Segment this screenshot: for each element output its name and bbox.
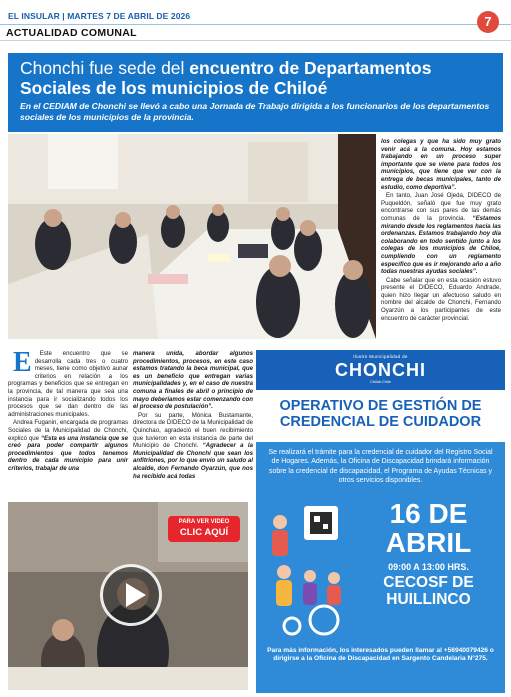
ad-header [256, 350, 505, 390]
ad-date-month: ABRIL [385, 527, 472, 558]
page-number-badge: 7 [477, 11, 499, 33]
ad-date-day: 16 DE [389, 498, 468, 529]
lede: En el CEDIAM de Chonchi se llevó a cabo una Jornada de Trabajo dirigida a los funcionarios de los departamentos sociales de los municipios de la provincia. [20, 101, 490, 122]
ad-event-details [356, 499, 501, 608]
divider [0, 24, 511, 25]
masthead [0, 0, 511, 42]
caregivers-illustration [264, 502, 356, 642]
article-paragraph: Cabe señalar que en esta ocasión estuvo presente el DIDECO, Eduardo Andrade, quien hizo llegar un afectuoso saludo en nombre del alcalde de Chonchi, Fernando Oyarzún a los participantes de este encuentro de carácter provincial. [381, 276, 501, 322]
article-column-right [381, 138, 501, 323]
ad-municipality-label: Ilustre Municipalidad de [353, 354, 408, 359]
ad-info-panel [256, 442, 505, 693]
article-column-b [133, 350, 253, 481]
section-label: ACTUALIDAD COMUNAL [6, 27, 137, 39]
ad-location: CECOSF DE HUILLINCO [383, 574, 474, 608]
ad-title: OPERATIVO DE GESTIÓN DE CREDENCIAL DE CUIDADOR [279, 398, 482, 430]
article-paragraph: los colegas y que ha sido muy grato venir acá a la comuna. Hoy estamos trabajando en un proceso super importante que se viene para todos los municipios, que tiene que ver con la entrega de becas municipales, tanto de estudio, como deportiva”. [381, 138, 501, 191]
watch-video-button[interactable]: PARA VER VIDEO CLIC AQUÍ [168, 516, 240, 542]
divider [0, 40, 511, 41]
article-paragraph: En tanto, Juan José Ojeda, DIDECO de Puqueldón, señaló que fue muy grato encontrarse con sus pares de las demás comunas de la provincia. “Estamos mirando desde los reglamentos hacia las ordenanzas. Estamos trabajando hoy día colaborando en todo sentido junto a los colegas de los municipios de Chiloé, cumpliendo con un reglamento específico que es ir mejorando año a año todas nuestras ayudas sociales”. [381, 192, 501, 276]
ad-logo-subtitle: Chiloé-Chile [370, 380, 391, 384]
headline-band [8, 53, 503, 132]
article-paragraph: Andrea Fuganin, encargada de programas Sociales de la Municipalidad de Chonchi, explicó que “Esta es una instancia que se creó para poder compartir algunos procedimientos que todos tenemos dentro de cada municipio para unir criterios, trabajar de una [8, 419, 128, 472]
chonchi-logo: CHONCHI [335, 360, 426, 380]
article-paragraph: manera unida, abordar algunos procedimientos, procesos, en este caso estamos tratando la beca municipal, que es un beneficio que entregan varias municipalidades y, en el caso de nuestra comuna a finales de abril o principio de mayo deberíamos estar comenzando con el proceso de postulación”. [133, 350, 253, 411]
dateline: EL INSULAR | MARTES 7 DE ABRIL DE 2026 [8, 11, 191, 21]
article-paragraph: Por su parte, Mónica Bustamante, directora de DIDECO de la Municipalidad de Quinchao, agradeció el buen recibimiento que tuvieron en esta instancia de parte del Municipio de Chonchi. “Agradecer a la Municipalidad de Chonchi que sean los anfitriones, por lo que envío un saludo al alcalde, don Fernando Oyarzún, que nos ha recibido acá todas [133, 411, 253, 480]
video-thumbnail[interactable] [8, 502, 248, 690]
article-paragraph: E Este encuentro que se desarrolla cada tres o cuatro meses, tiene como objetivo aunar criterios en relación a los programas y beneficios que se entregan en la provincia, de tal manera que sea una instancia para ir socializando todos los procesos que se dan dentro de las administraciones municipales. [8, 347, 128, 418]
ad-description: Se realizará el trámite para la credencial de cuidador del Registro Social de Hogares. Además, la Oficina de Discapacidad brindará información sobre la credencial de discapacidad, el Programa de Ayudas Técnicas y otros servicios disponibles. [268, 449, 493, 485]
ad-hours: 09:00 A 13:00 HRS. [388, 562, 469, 572]
drop-cap: E [13, 347, 32, 378]
advertisement [256, 350, 505, 693]
ad-contact-info: Para más información, los interesados pueden llamar al +56940079426 o dirigirse a la Oficina de Discapacidad en Sargento Candelaria N°275. [267, 647, 494, 663]
headline: Chonchi fue sede del encuentro de Departamentos Sociales de los municipios de Chiloé [20, 58, 432, 98]
play-icon[interactable] [100, 564, 162, 626]
meeting-photo [8, 134, 376, 339]
article-column-a [8, 347, 128, 474]
